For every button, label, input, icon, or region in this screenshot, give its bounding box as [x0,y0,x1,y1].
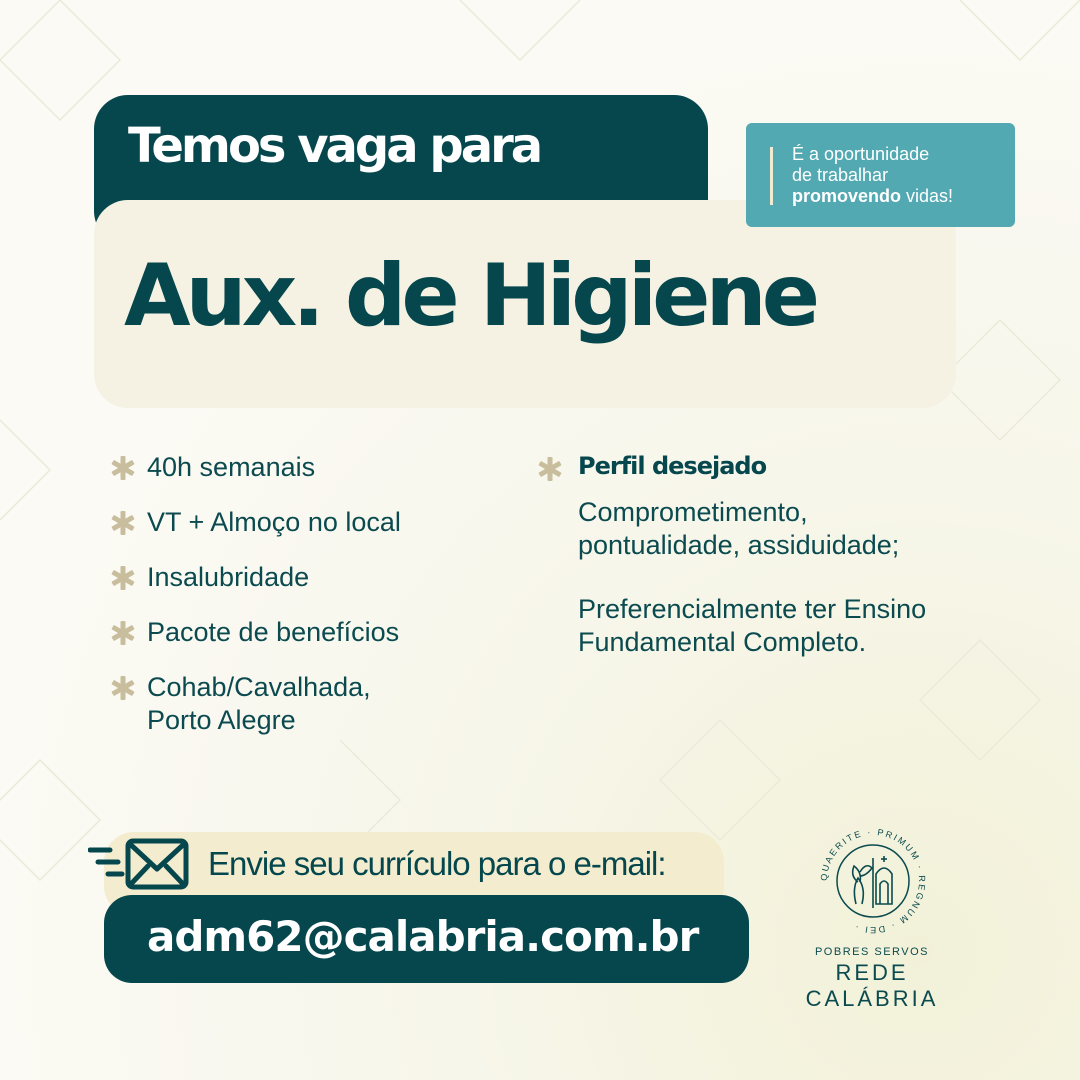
benefit-label: Insalubridade [147,562,310,592]
profile-p1-line-1: Comprometimento, [578,497,808,527]
callout-emphasis: promovendo [792,186,902,206]
profile-paragraph-1 [578,496,998,562]
benefit-label-line-2: Porto Alegre [147,705,296,735]
callout-text [792,144,1007,207]
benefit-label-line-1: Cohab/Cavalhada, [147,672,371,702]
callout-accent-bar [770,147,773,205]
benefit-label: 40h semanais [147,452,316,482]
star-icon [110,565,136,591]
star-icon [537,456,563,482]
profile-p1-line-2: pontualidade, assiduidade; [578,530,900,560]
profile-heading: Perfil desejado [578,452,767,480]
star-icon [110,455,136,481]
logo-subtitle: POBRES SERVOS [814,946,930,958]
job-title: Aux. de Higiene [124,246,816,346]
header-tab-text: Temos vaga para [128,118,541,174]
email-address[interactable]: adm62@calabria.com.br [147,912,699,961]
benefit-label: Pacote de benefícios [147,617,400,647]
profile-p2-line-1: Preferencialmente ter Ensino [578,594,927,624]
logo-wordmark: REDE CALÁBRIA [805,960,939,1011]
callout-box [746,123,1015,227]
benefit-label [147,671,371,737]
logo-seal-text: QUAERITE · PRIMUM · REGNUM · DEI · [818,826,928,936]
profile-paragraph-2 [578,593,998,659]
star-icon [110,620,136,646]
benefit-label: VT + Almoço no local [147,507,401,537]
callout-line-1: É a oportunidade [792,144,930,164]
star-icon [110,675,136,701]
star-icon [110,510,136,536]
logo-seal [814,822,932,940]
callout-line-2: de trabalhar [792,165,889,185]
profile-p2-line-2: Fundamental Completo. [578,627,867,657]
envelope-icon [88,836,192,894]
callout-line-3: vidas! [901,186,954,206]
email-prompt: Envie seu currículo para o e-mail: [208,845,666,882]
